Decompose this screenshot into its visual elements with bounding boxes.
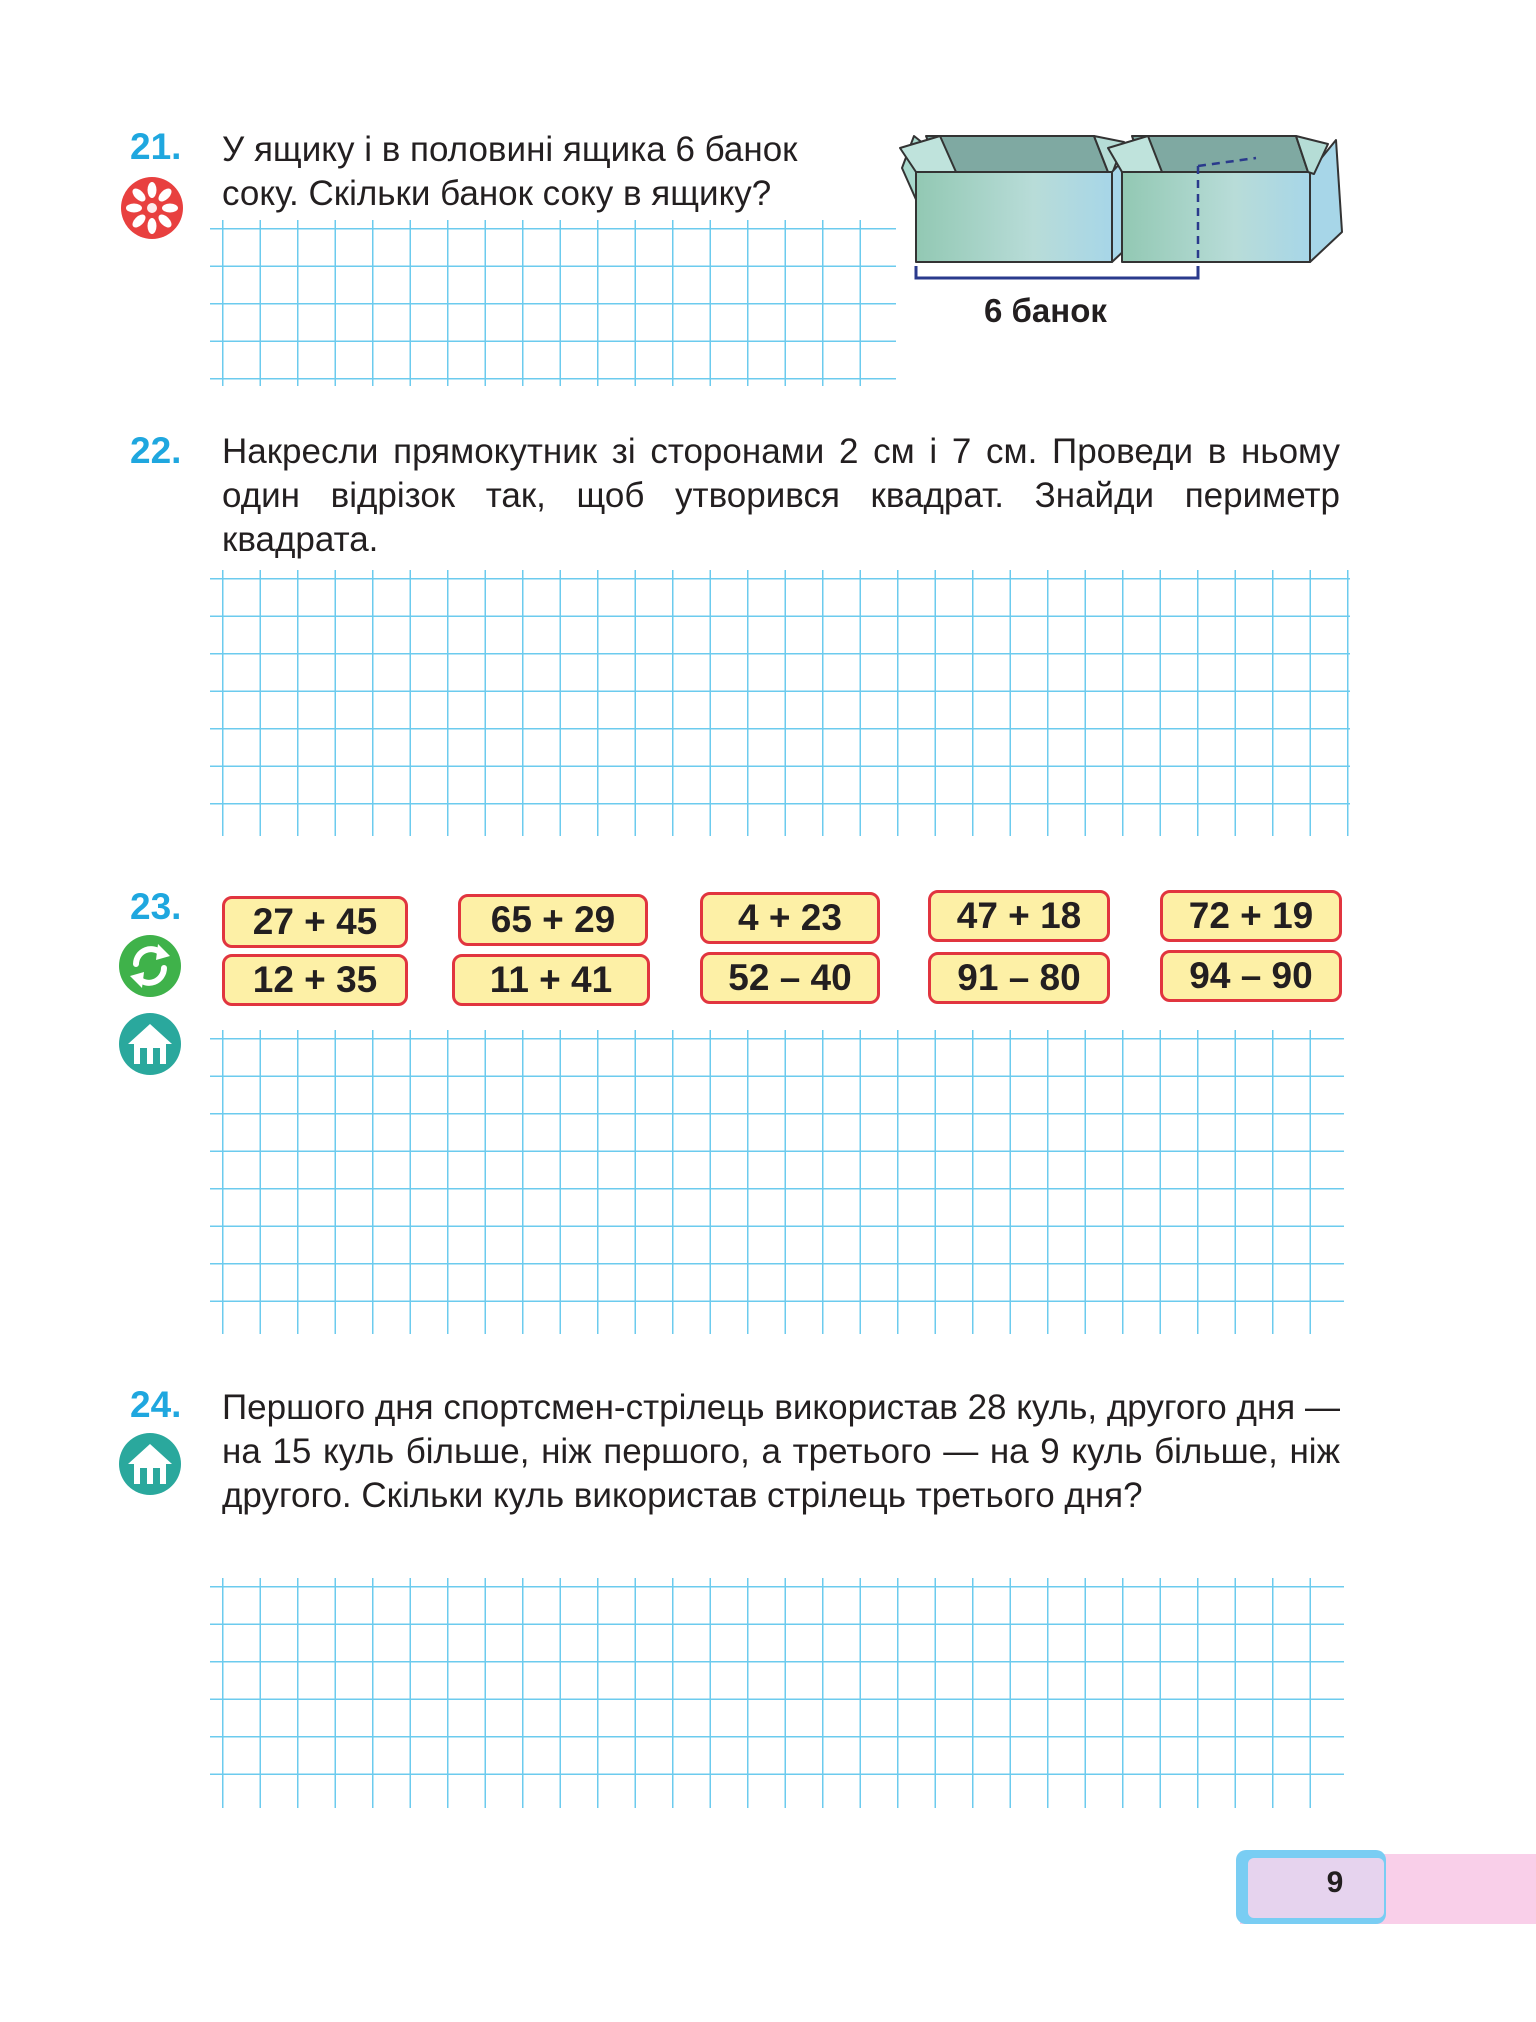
task-23-number: 23. <box>130 886 182 927</box>
home-icon <box>118 1432 182 1496</box>
task-21-text: У ящику і в половині ящика 6 банок соку. Скільки банок соку в ящику? <box>222 130 798 213</box>
task-22-number: 22. <box>130 430 182 471</box>
expression-card: 72 + 19 <box>1160 890 1342 942</box>
expression-card: 91 – 80 <box>928 952 1110 1004</box>
task-24-number: 24. <box>130 1384 182 1425</box>
home-icon <box>118 1012 182 1076</box>
expression-card: 47 + 18 <box>928 890 1110 942</box>
box-second <box>1108 136 1342 262</box>
juice-boxes-figure <box>896 132 1346 292</box>
expression-card: 94 – 90 <box>1160 950 1342 1002</box>
expression-card: 65 + 29 <box>458 894 648 946</box>
sun-flower-icon <box>120 176 184 240</box>
task-21-number: 21. <box>130 126 182 167</box>
task-23-answer-grid[interactable] <box>210 1030 1344 1334</box>
expression-card: 11 + 41 <box>452 954 650 1006</box>
expression-card: 27 + 45 <box>222 896 408 948</box>
expression-card: 4 + 23 <box>700 892 880 944</box>
task-22-text: Накресли прямокутник зі сторонами 2 см і 7 см. Проведи в ньому один відрізок так, щоб утворився квадрат. Знайди периметр квадрата. <box>222 432 1340 559</box>
task-21-answer-grid[interactable] <box>210 220 896 386</box>
page-number: 9 <box>1326 1866 1344 1899</box>
task-22-answer-grid[interactable] <box>210 570 1350 836</box>
expression-card: 52 – 40 <box>700 952 880 1004</box>
boxes-label: 6 банок <box>984 292 1107 329</box>
task-24-text: Першого дня спортсмен-стрілець використав 28 куль, другого дня — на 15 куль більше, ніж першого, а третього — на 9 куль більше, ніж другого. Скільки куль використав стрілець третього дня? <box>222 1388 1340 1515</box>
task-24-answer-grid[interactable] <box>210 1578 1344 1808</box>
box-full <box>900 136 1144 262</box>
expression-card: 12 + 35 <box>222 954 408 1006</box>
recycle-arrows-icon <box>118 934 182 998</box>
